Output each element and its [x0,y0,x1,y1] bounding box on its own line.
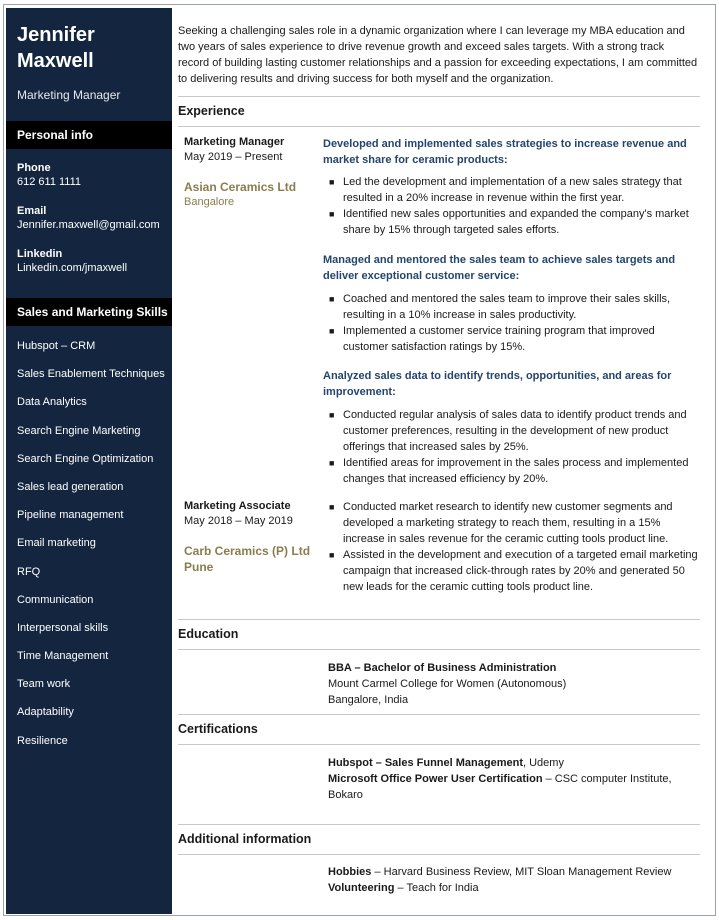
sidebar [6,8,172,914]
bullet-icon: ■ [329,177,335,187]
company-name: Carb Ceramics (P) Ltd [184,544,311,558]
skill-item: Sales lead generation [17,480,124,493]
volunteering-line [328,880,698,896]
resume-page [3,4,716,916]
bullet-icon: ■ [329,550,335,560]
experience-heading: Experience [178,104,245,118]
divider [178,744,700,745]
bullet-text: Conducted regular analysis of sales data to identify product trends and customer preferences, resulting in the development of new product offerings that increased sales by 25%. [343,409,687,453]
bullet-icon: ■ [329,326,335,336]
first-name: Jennifer [17,24,95,46]
last-name: Maxwell [17,50,94,72]
skill-item: Resilience [17,734,68,747]
bullet-icon: ■ [329,410,335,420]
bullet-text: Led the development and implementation of a new sales strategy that resulted in a 20% increase in revenue within the first year. [343,176,682,204]
candidate-name [17,22,167,74]
divider [178,824,700,825]
achievement-list [323,499,698,595]
achievement-list [323,291,698,355]
bullet-item [323,174,698,206]
bullet-text: Conducted market research to identify new customer segments and developed a marketing strategy to reach them, resulting in a 15% increase in sales revenue for the ceramic cutting tools product line. [343,501,673,545]
bullet-text: Assisted in the development and execution of a targeted email marketing campaign that increased click-through rates by 20% and generated 50 new leads for the ceramic cutting tools product line. [343,549,698,593]
main-content [172,8,715,914]
achievement-heading: Managed and mentored the sales team to achieve sales targets and deliver exceptional customer service: [323,254,676,282]
achievement-list [323,407,698,487]
phone-label: Phone [17,162,51,174]
certifications-list [328,755,698,803]
certifications-heading: Certifications [178,722,258,736]
divider [178,854,700,855]
company-name: Asian Ceramics Ltd [184,180,297,194]
job-dates: May 2018 – May 2019 [184,515,293,527]
candidate-title: Marketing Manager [17,88,121,102]
bullet-text: Identified new sales opportunities and expanded the company's market share by 15% through targeted sales efforts. [343,208,689,236]
certification-item [328,755,698,771]
achievement-heading: Developed and implemented sales strategies to increase revenue and market share for ceramic products: [323,138,687,166]
achievement-heading: Analyzed sales data to identify trends, opportunities, and areas for improvement: [323,370,672,398]
job-title: Marketing Manager [184,136,285,148]
job-title: Marketing Associate [184,500,291,512]
bullet-icon: ■ [329,458,335,468]
bullet-item [323,206,698,238]
hobbies-label: Hobbies [328,866,372,878]
skill-item: Search Engine Optimization [17,452,154,465]
job-dates: May 2019 – Present [184,151,283,163]
education-details [328,660,698,708]
summary-text: Seeking a challenging sales role in a dynamic organization where I can leverage my MBA education and two years of sales experience to drive revenue growth and exceed sales targets. With a strong track record of building lasting customer relationships and a passion for exceeding expectations, I am committed to delivering results and driving success for both myself and the organization. [178,25,698,85]
bullet-item [323,547,698,595]
achievement-list [323,174,698,238]
bullet-item [323,323,698,355]
bullet-icon: ■ [329,209,335,219]
school-location: Bangalore, India [328,694,409,706]
linkedin-value: Linkedin.com/jmaxwell [17,262,128,274]
company-location: Pune [184,560,214,574]
skill-item: Adaptability [17,706,74,719]
skills-heading: Sales and Marketing Skills [6,298,172,326]
skill-item: RFQ [17,565,41,578]
bullet-text: Implemented a customer service training program that improved customer satisfaction ratings by 15%. [343,325,655,353]
divider [178,649,700,650]
bullet-text: Coached and mentored the sales team to improve their sales skills, resulting in a 10% increase in sales productivity. [343,293,671,321]
school: Mount Carmel College for Women (Autonomous) [328,678,567,690]
certification-item [328,771,698,803]
skill-item: Sales Enablement Techniques [17,368,165,381]
bullet-text: Identified areas for improvement in the sales process and implemented changes that increased efficiency by 20%. [343,457,689,485]
certification-issuer: – CSC computer Institute, Bokaro [328,773,672,801]
hobbies-line [328,864,698,880]
hobbies-value: – Harvard Business Review, MIT Sloan Management Review [371,866,672,878]
additional-details [328,864,698,896]
bullet-item [323,499,698,547]
email-label: Email [17,205,47,217]
personal-info-heading: Personal info [6,121,172,149]
skill-item: Team work [17,678,71,691]
certification-issuer: , Udemy [522,757,564,769]
bullet-item [323,455,698,487]
additional-heading: Additional information [178,832,312,846]
education-heading: Education [178,627,239,641]
divider [178,714,700,715]
bullet-icon: ■ [329,294,335,304]
certification-name: Hubspot – Sales Funnel Management [328,757,523,769]
skills-list [17,339,165,762]
linkedin-label: Linkedin [17,248,63,260]
skill-item: Pipeline management [17,509,124,522]
degree: BBA – Bachelor of Business Administration [328,662,557,674]
phone-value: 612 611 1111 [17,176,82,188]
bullet-item [323,291,698,323]
divider [178,619,700,620]
skill-item: Communication [17,593,94,606]
skill-item: Search Engine Marketing [17,424,141,437]
skill-item: Interpersonal skills [17,621,109,634]
skill-item: Email marketing [17,537,96,550]
divider [178,96,700,97]
skill-item: Hubspot – CRM [17,340,96,352]
divider [178,126,700,127]
bullet-icon: ■ [329,502,335,512]
skill-item: Data Analytics [17,396,87,409]
volunteering-label: Volunteering [328,882,395,894]
company-location: Bangalore [184,196,235,208]
certification-name: Microsoft Office Power User Certification [328,773,543,785]
skill-item: Time Management [17,650,109,663]
bullet-item [323,407,698,455]
email-value: Jennifer.maxwell@gmail.com [17,219,160,231]
volunteering-value: – Teach for India [394,882,479,894]
